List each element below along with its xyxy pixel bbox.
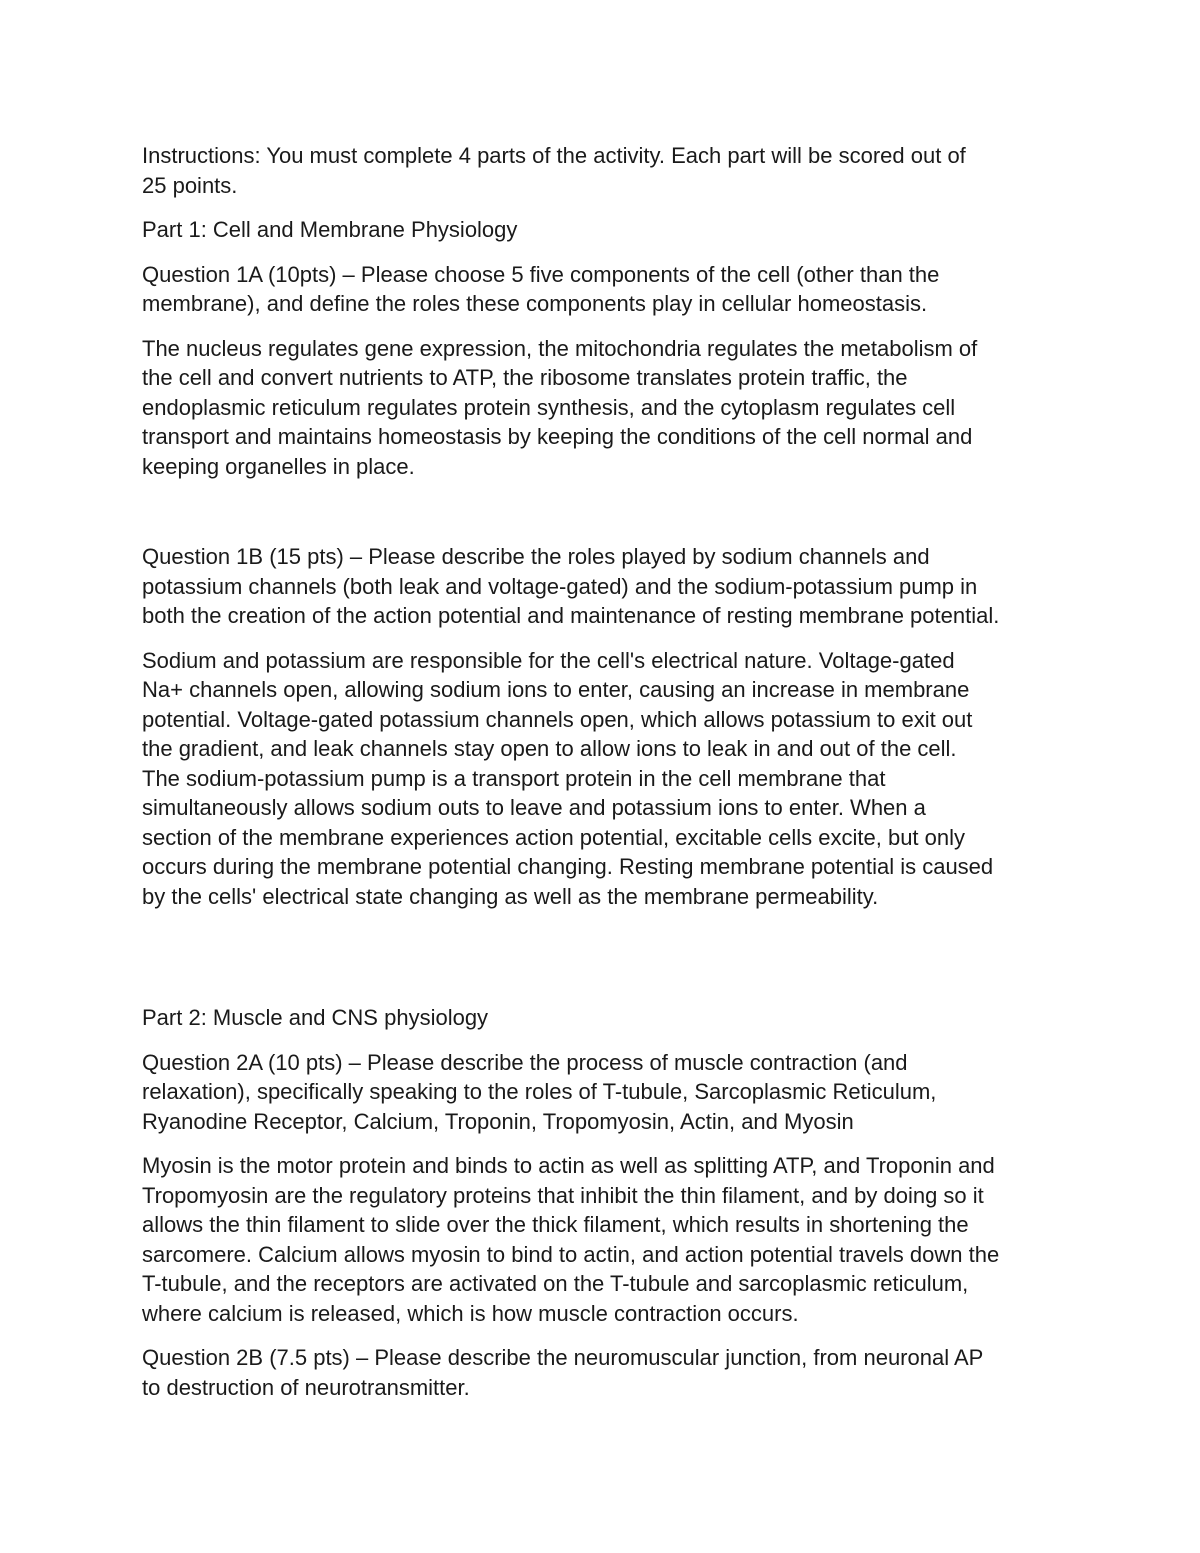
question-1a-prompt: Question 1A (10pts) – Please choose 5 five components of the cell (other than the membrane), and define the roles these components play in cellular homeostasis. bbox=[142, 261, 940, 316]
spacer bbox=[142, 926, 1082, 1003]
part-2-heading: Part 2: Muscle and CNS physiology bbox=[142, 1005, 489, 1030]
question-2a-prompt: Question 2A (10 pts) – Please describe the process of muscle contraction (and relaxation), specifically speaking to the roles of T-tubule, Sarcoplasmic Reticulum, Ryanodine Receptor, Calcium, Troponin, Tropomyosin, Actin, and Myosin bbox=[142, 1049, 937, 1134]
question-1b-prompt: Question 1B (15 pts) – Please describe the roles played by sodium channels and potassium channels (both leak and voltage-gated) and the sodium-potassium pump in both the creation of the action potential and maintenance of resting membrane potential. bbox=[142, 544, 1000, 628]
spacer bbox=[142, 496, 1082, 542]
question-1b-answer: Sodium and potassium are responsible for the cell's electrical nature. Voltage-gated Na+ channels open, allowing sodium ions to enter, causing an increase in membrane potential. Voltage-gated potassium channels open, which allows potassium to exit out the gradient, and leak channels stay open to allow ions to leak in and out of the cell. The sodium-potassium pump is a transport protein in the cell membrane that simultaneously allows sodium outs to leave and potassium ions to enter. When a section of the membrane experiences action potential, excitable cells excite, but only occurs during the membrane potential changing. Resting membrane potential is caused by the cells' electrical state changing as well as the membrane permeability. bbox=[142, 647, 994, 909]
question-1a-answer: The nucleus regulates gene expression, the mitochondria regulates the metabolism of the cell and convert nutrients to ATP, the ribosome translates protein traffic, the endoplasmic reticulum regulates protein synthesis, and the cytoplasm regulates cell transport and maintains homeostasis by keeping the conditions of the cell normal and keeping organelles in place. bbox=[142, 335, 978, 479]
question-2a-answer: Myosin is the motor protein and binds to actin as well as splitting ATP, and Troponin and Tropomyosin are the regulatory proteins that inhibit the thin filament, and by doing so it allows the thin filament to slide over the thick filament, which results in shortening the sarcomere. Calcium allows myosin to bind to actin, and action potential travels down the T-tubule, and the receptors are activated on the T-tubule and sarcoplasmic reticulum, where calcium is released, which is how muscle contraction occurs. bbox=[142, 1153, 1000, 1326]
part-1-heading: Part 1: Cell and Membrane Physiology bbox=[142, 217, 518, 242]
instructions-text: Instructions: You must complete 4 parts of the activity. Each part will be scored out of 25 points. bbox=[142, 143, 966, 198]
document-body bbox=[142, 141, 1082, 1417]
question-2b-prompt: Question 2B (7.5 pts) – Please describe the neuromuscular junction, from neuronal AP to destruction of neurotransmitter. bbox=[142, 1345, 984, 1400]
